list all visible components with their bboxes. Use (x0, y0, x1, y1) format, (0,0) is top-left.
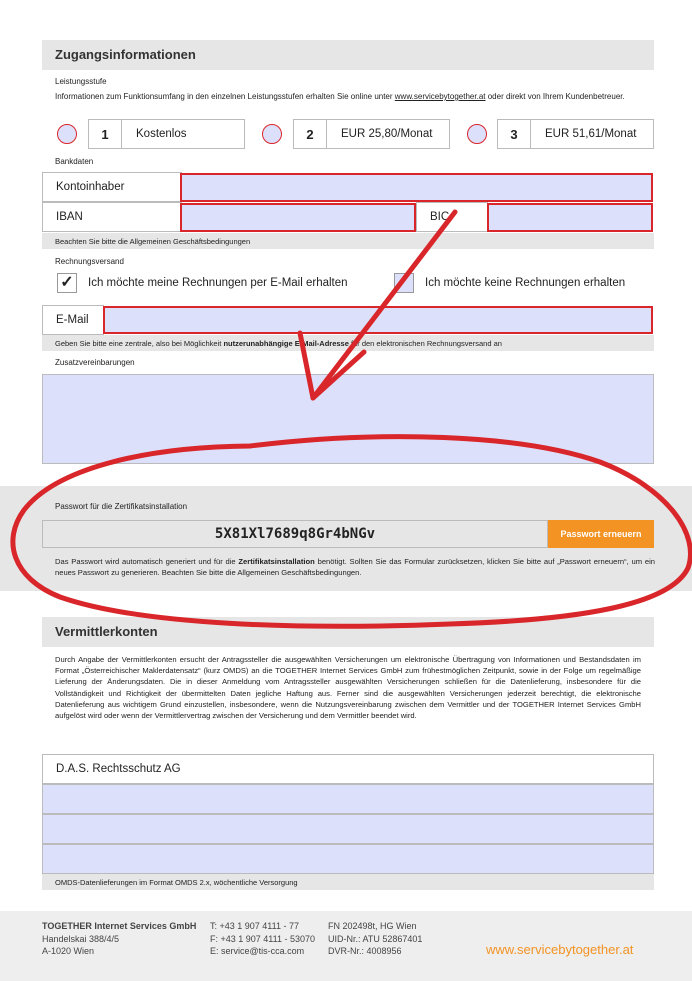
password-note (55, 556, 655, 578)
invoice-email-option-label: Ich möchte meine Rechnungen per E-Mail erhalten (88, 277, 348, 289)
account-holder-input[interactable] (180, 173, 653, 202)
footer-dvr: DVR-Nr.: 4008956 (328, 946, 402, 956)
invoice-note-pre: Geben Sie bitte eine zentrale, also bei Möglichkeit (55, 338, 222, 348)
invoice-section-title: Rechnungsversand (55, 257, 124, 266)
tier-1-radio[interactable] (57, 124, 77, 144)
footer-street: Handelskai 388/4/5 (42, 933, 120, 944)
broker-account-row-1[interactable] (42, 784, 654, 814)
invoice-note-bold: nutzerunabhängige E-Mail-Adresse (223, 338, 349, 348)
iban-input[interactable] (180, 203, 416, 232)
account-holder-label: Kontoinhaber (42, 172, 182, 202)
broker-paragraph: Durch Angabe der Vermittlerkonten ersucht der Antragssteller die ausgewählten Versicherungen um elektronische Übertragung von Informationen und Bestandsdaten im Format „Österreichischer Maklerdatensatz“ (kurz OMDS) an die TOGETHER Internet Services GmbH zum frühestmöglichen Zeitpunkt, sowie in der Folge um regelmäßige Lieferung der Änderungsdaten. Die in dieser Anmeldung vom Antragssteller ausgewählten Versicherungen schließen für die Datenlieferung, insbesondere für die Vollständigkeit und Richtigkeit der übermittelten Daten jegliche Haftung aus. Ferner sind die ausgewählten Versicherungen jederzeit berechtigt, die elektronische Datenlieferung aus wichtigem Grund einzustellen, insbesondere, wenn die Nutzungsvereinbarung zwischen dem Vermittler und der TOGETHER Internet Services GmbH aufgelöst wird oder wenn der Vermittlervertrag zwischen der Versicherung und dem Vermittler beendet wird. (55, 655, 641, 721)
tier-info (55, 92, 655, 102)
renew-password-button[interactable]: Passwort erneuern (548, 520, 654, 548)
tier-1-number: 1 (89, 120, 122, 148)
tier-label: Leistungsstufe (55, 77, 107, 86)
password-label: Passwort für die Zertifikatsinstallation (55, 502, 188, 511)
footer-fax: F: +43 1 907 4111 - 53070 (210, 933, 315, 944)
tier-3-label: EUR 51,61/Monat (545, 128, 637, 140)
tier-2-label: EUR 25,80/Monat (341, 128, 433, 140)
extra-section-title: Zusatzvereinbarungen (55, 358, 135, 367)
footer-uid: UID-Nr.: ATU 52867401 (328, 933, 423, 944)
tier-1-label: Kostenlos (136, 128, 187, 140)
access-section-title: Zugangsinformationen (42, 40, 654, 70)
footer-mail[interactable]: E: service@tis-cca.com (210, 946, 305, 956)
broker-insurer-label: D.A.S. Rechtsschutz AG (42, 754, 654, 784)
broker-note: OMDS-Datenlieferungen im Format OMDS 2.x, wöchentliche Versorgung (42, 874, 654, 890)
tier-info-link[interactable]: www.servicebytogether.at (394, 92, 486, 101)
password-value: 5X81Xl7689q8Gr4bNGv (42, 520, 548, 548)
broker-account-row-2[interactable] (42, 814, 654, 844)
email-input[interactable] (103, 306, 653, 334)
email-label: E-Mail (42, 305, 104, 335)
password-note-1: Das Passwort wird automatisch generiert und für die (55, 557, 236, 566)
invoice-note-post: für den elektronischen Rechnungsversand an (350, 338, 502, 348)
invoice-none-option-label: Ich möchte keine Rechnungen erhalten (425, 277, 626, 289)
tier-3-number: 3 (498, 120, 531, 148)
footer-registry (328, 920, 422, 958)
tier-2-option[interactable] (293, 119, 450, 149)
footer (0, 911, 692, 981)
footer-city: A-1020 Wien (42, 946, 95, 956)
iban-label: IBAN (42, 202, 182, 232)
tier-2-number: 2 (294, 120, 327, 148)
footer-fn: FN 202498t, HG Wien (328, 921, 417, 931)
password-note-2: benötigt. Sollten Sie das Formular zurücksetzen, klicken Sie bitte auf „Passwort erneuern“, um ein neues Passwort zu generieren. Beachten Sie bitte die Allgemeinen Geschäftsbedingungen. (55, 557, 655, 577)
invoice-note (42, 335, 654, 351)
footer-contact (210, 920, 315, 958)
bic-input[interactable] (487, 203, 653, 232)
broker-section-title: Vermittlerkonten (42, 617, 654, 647)
tier-3-radio[interactable] (467, 124, 487, 144)
footer-company: TOGETHER Internet Services GmbH (42, 921, 197, 931)
tier-2-radio[interactable] (262, 124, 282, 144)
footer-address (42, 920, 196, 958)
tier-3-option[interactable] (497, 119, 654, 149)
broker-account-row-3[interactable] (42, 844, 654, 874)
tier-info-pre: Informationen zum Funktionsumfang in den einzelnen Leistungsstufen erhalten Sie online unter (55, 92, 393, 101)
extra-agreements-textarea[interactable] (42, 374, 654, 464)
invoice-none-checkbox[interactable] (394, 273, 414, 293)
tier-1-option[interactable] (88, 119, 245, 149)
bank-section-title: Bankdaten (55, 157, 94, 166)
password-note-bold: Zertifikatsinstallation (238, 557, 315, 566)
invoice-email-checkbox[interactable]: ✓ (57, 273, 77, 293)
footer-tel: T: +43 1 907 4111 - 77 (210, 921, 299, 931)
footer-website[interactable]: www.servicebytogether.at (486, 942, 634, 957)
tier-info-post: oder direkt von Ihrem Kundenbetreuer. (487, 92, 625, 101)
bic-label: BIC (416, 202, 488, 232)
bank-note: Beachten Sie bitte die Allgemeinen Geschäftsbedingungen (42, 233, 654, 249)
